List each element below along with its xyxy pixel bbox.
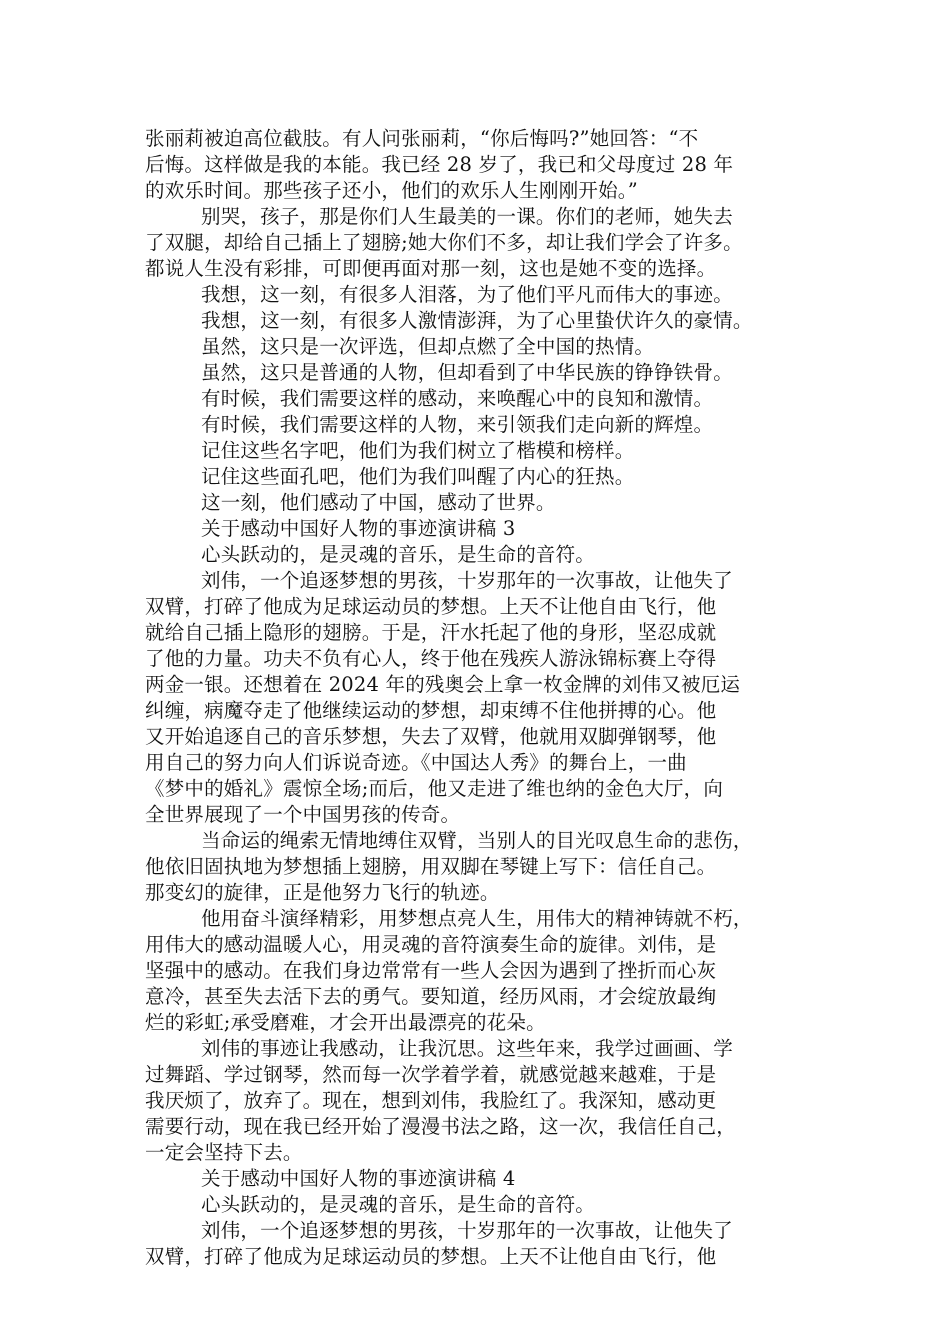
paragraph-first-line: 当命运的绳索无情地缚住双臂，当别人的目光叹息生命的悲伤， — [201, 829, 753, 852]
text-line: 一定会坚持下去。 — [145, 1141, 303, 1164]
paragraph-first-line: 刘伟的事迹让我感动，让我沉思。这些年来，我学过画画、学 — [201, 1037, 733, 1060]
text-line: 坚强中的感动。在我们身边常常有一些人会因为遇到了挫折而心灰 — [145, 959, 717, 982]
paragraph-first-line: 他用奋斗演绎精彩，用梦想点亮人生，用伟大的精神铸就不朽， — [201, 907, 753, 930]
paragraph-first-line: 我想，这一刻，有很多人激情澎湃，为了心里蛰伏许久的豪情。 — [201, 309, 753, 332]
paragraph-first-line: 刘伟，一个追逐梦想的男孩，十岁那年的一次事故，让他失了 — [201, 1219, 733, 1242]
paragraph-first-line: 心头跃动的，是灵魂的音乐，是生命的音符。 — [201, 1193, 596, 1216]
text-line: 又开始追逐自己的音乐梦想，失去了双臂，他就用双脚弹钢琴，他 — [145, 725, 717, 748]
document-body — [145, 126, 825, 1270]
text-line: 就给自己插上隐形的翅膀。于是，汗水托起了他的身形，坚忍成就 — [145, 621, 717, 644]
text-line: 过舞蹈、学过钢琴，然而每一次学着学着，就感觉越来越难，于是 — [145, 1063, 717, 1086]
text-line: 都说人生没有彩排，可即便再面对那一刻，这也是她不变的选择。 — [145, 257, 717, 280]
text-line: 了双腿，却给自己插上了翅膀;她大你们不多，却让我们学会了许多。 — [145, 231, 743, 254]
paragraph-first-line: 虽然，这只是一次评选，但却点燃了全中国的热情。 — [201, 335, 655, 358]
text-line: 两金一银。还想着在 2024 年的残奥会上拿一枚金牌的刘伟又被厄运 — [145, 673, 741, 696]
text-line: 双臂，打碎了他成为足球运动员的梦想。上天不让他自由飞行，他 — [145, 595, 717, 618]
paragraph-first-line: 记住这些名字吧，他们为我们树立了楷模和榜样。 — [201, 439, 635, 462]
paragraph-first-line: 有时候，我们需要这样的感动，来唤醒心中的良知和激情。 — [201, 387, 714, 410]
text-line: 用伟大的感动温暖人心，用灵魂的音符演奏生命的旋律。刘伟，是 — [145, 933, 717, 956]
paragraph-first-line: 刘伟，一个追逐梦想的男孩，十岁那年的一次事故，让他失了 — [201, 569, 733, 592]
paragraph-first-line: 虽然，这只是普通的人物，但却看到了中华民族的铮铮铁骨。 — [201, 361, 733, 384]
text-line: 的欢乐时间。那些孩子还小，他们的欢乐人生刚刚开始。” — [145, 179, 638, 202]
text-line: 《梦中的婚礼》震惊全场;而后，他又走进了维也纳的金色大厅，向 — [145, 777, 724, 800]
paragraph-first-line: 我想，这一刻，有很多人泪落，为了他们平凡而伟大的事迹。 — [201, 283, 733, 306]
paragraph-first-line: 别哭，孩子，那是你们人生最美的一课。你们的老师，她失去 — [201, 205, 733, 228]
text-line: 后悔。这样做是我的本能。我已经 28 岁了，我已和父母度过 28 年 — [145, 153, 734, 176]
text-line: 需要行动，现在我已经开始了漫漫书法之路，这一次，我信任自己， — [145, 1115, 737, 1138]
text-line: 用自己的努力向人们诉说奇迹。《中国达人秀》的舞台上，一曲 — [145, 751, 687, 774]
text-line: 他依旧固执地为梦想插上翅膀，用双脚在琴键上写下：信任自己。 — [145, 855, 717, 878]
text-line: 全世界展现了一个中国男孩的传奇。 — [145, 803, 461, 826]
text-line: 那变幻的旋律，正是他努力飞行的轨迹。 — [145, 881, 500, 904]
text-line: 烂的彩虹;承受磨难，才会开出最漂亮的花朵。 — [145, 1011, 546, 1034]
paragraph-first-line: 关于感动中国好人物的事迹演讲稿 4 — [201, 1167, 516, 1190]
text-line: 意冷，甚至失去活下去的勇气。要知道，经历风雨，才会绽放最绚 — [145, 985, 717, 1008]
paragraph-first-line: 心头跃动的，是灵魂的音乐，是生命的音符。 — [201, 543, 596, 566]
text-line: 双臂，打碎了他成为足球运动员的梦想。上天不让他自由飞行，他 — [145, 1245, 717, 1268]
paragraph-first-line: 关于感动中国好人物的事迹演讲稿 3 — [201, 517, 516, 540]
paragraph-first-line: 记住这些面孔吧，他们为我们叫醒了内心的狂热。 — [201, 465, 635, 488]
text-line: 张丽莉被迫高位截肢。有人问张丽莉，“你后悔吗?”她回答：“不 — [145, 127, 699, 150]
text-line: 纠缠，病魔夺走了他继续运动的梦想，却束缚不住他拼搏的心。他 — [145, 699, 717, 722]
text-line: 我厌烦了，放弃了。现在，想到刘伟，我脸红了。我深知，感动更 — [145, 1089, 717, 1112]
paragraph-first-line: 有时候，我们需要这样的人物，来引领我们走向新的辉煌。 — [201, 413, 714, 436]
text-line: 了他的力量。功夫不负有心人，终于他在残疾人游泳锦标赛上夺得 — [145, 647, 717, 670]
paragraph-first-line: 这一刻，他们感动了中国，感动了世界。 — [201, 491, 556, 514]
